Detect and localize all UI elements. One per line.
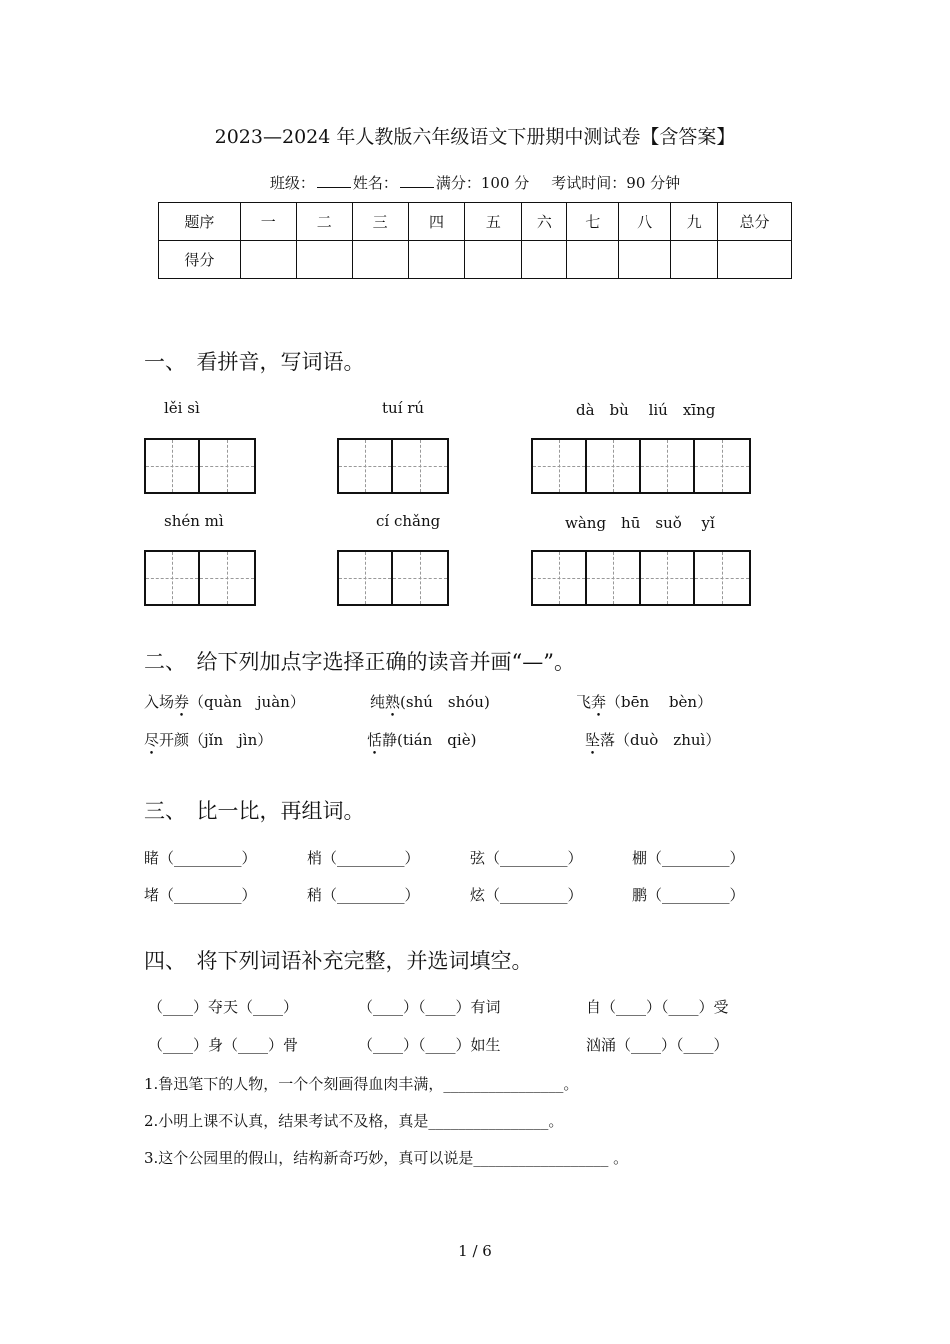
reading-item: 尽开颜（jǐn jìn） <box>144 731 273 749</box>
reading-item: 飞奔（bēn bèn） <box>576 693 713 711</box>
score-cell[interactable] <box>567 241 619 279</box>
fill-question-3: 3.这个公园里的假山，结构新奇巧妙，真可以说是__________________ 。 <box>144 1149 629 1167</box>
pinyin-label: wàng hū suǒ yǐ <box>565 514 715 532</box>
dotted-char: 恬 <box>367 731 383 749</box>
compare-item: 睹（_________） <box>144 849 257 867</box>
table-header-cell: 三 <box>352 203 408 241</box>
table-header-cell: 总分 <box>718 203 792 241</box>
score-row-label: 得分 <box>159 241 241 279</box>
exam-time: 考试时间：90 分钟 <box>551 174 681 192</box>
fill-question-1: 1.鲁迅笔下的人物，一个个刻画得血肉丰满，________________。 <box>144 1075 579 1093</box>
dotted-char: 熟 <box>385 693 401 711</box>
tianzige-box[interactable] <box>144 438 256 494</box>
idiom-item: （____）身（____）骨 <box>148 1036 299 1054</box>
compare-item: 炫（_________） <box>470 886 583 904</box>
score-cell[interactable] <box>619 241 671 279</box>
name-label: 姓名： <box>352 174 398 192</box>
table-header-cell: 九 <box>671 203 718 241</box>
score-cell[interactable] <box>671 241 718 279</box>
table-header-cell: 七 <box>567 203 619 241</box>
table-header-cell: 一 <box>240 203 296 241</box>
reading-item: 入场券（quàn juàn） <box>144 693 305 711</box>
score-cell[interactable] <box>296 241 352 279</box>
name-blank[interactable] <box>400 173 434 188</box>
class-blank[interactable] <box>317 173 351 188</box>
score-table-score-row <box>159 241 792 279</box>
table-header-cell: 四 <box>408 203 465 241</box>
compare-item: 稍（_________） <box>307 886 420 904</box>
compare-item: 鹏（_________） <box>632 886 745 904</box>
table-header-cell: 八 <box>619 203 671 241</box>
tianzige-box[interactable] <box>531 550 751 606</box>
dotted-char: 坠 <box>585 731 601 749</box>
pinyin-label: dà bù liú xīng <box>576 401 716 419</box>
idiom-item: （____）（____）有词 <box>358 998 501 1016</box>
fill-question-2: 2.小明上课不认真，结果考试不及格，真是________________。 <box>144 1112 564 1130</box>
idiom-item: （____）（____）如生 <box>358 1036 501 1054</box>
section-3-heading: 三、 比一比，再组词。 <box>144 799 365 823</box>
tianzige-box[interactable] <box>144 550 256 606</box>
reading-item: 恬静(tián qiè) <box>367 731 477 749</box>
table-header-cell: 六 <box>522 203 567 241</box>
score-table-header-row <box>159 203 792 241</box>
dotted-char: 券 <box>174 693 190 711</box>
score-cell[interactable] <box>408 241 465 279</box>
table-header-cell: 五 <box>465 203 522 241</box>
score-cell[interactable] <box>240 241 296 279</box>
pinyin-label: lěi sì <box>164 399 200 417</box>
tianzige-box[interactable] <box>337 438 449 494</box>
score-table <box>158 202 792 279</box>
idiom-item: （____）夺天（____） <box>148 998 299 1016</box>
compare-item: 棚（_________） <box>632 849 745 867</box>
tianzige-box[interactable] <box>337 550 449 606</box>
dotted-char: 尽 <box>144 731 160 749</box>
section-2-heading: 二、 给下列加点字选择正确的读音并画“—”。 <box>144 650 575 674</box>
page-number: 1 / 6 <box>458 1242 492 1260</box>
full-score: 满分：100 分 <box>435 174 530 192</box>
document-title: 2023—2024 年人教版六年级语文下册期中测试卷【含答案】 <box>214 126 736 148</box>
compare-item: 弦（_________） <box>470 849 583 867</box>
pinyin-label: tuí rú <box>382 399 425 417</box>
pinyin-label: shén mì <box>164 512 224 530</box>
dotted-char: 奔 <box>591 693 607 711</box>
reading-item: 坠落（duò zhuì） <box>585 731 721 749</box>
reading-item: 纯熟(shú shóu) <box>370 693 490 711</box>
table-header-cell: 二 <box>296 203 352 241</box>
compare-item: 梢（_________） <box>307 849 420 867</box>
tianzige-box[interactable] <box>531 438 751 494</box>
section-4-heading: 四、 将下列词语补充完整，并选词填空。 <box>144 949 533 973</box>
compare-item: 堵（_________） <box>144 886 257 904</box>
pinyin-label: cí chǎng <box>376 512 441 530</box>
idiom-item: 自（____）（____）受 <box>586 998 729 1016</box>
idiom-item: 汹涌（____）（____） <box>586 1036 729 1054</box>
score-cell[interactable] <box>465 241 522 279</box>
section-1-heading: 一、 看拼音，写词语。 <box>144 350 365 374</box>
score-cell[interactable] <box>522 241 567 279</box>
class-label: 班级： <box>269 174 315 192</box>
table-header-cell: 题序 <box>159 203 241 241</box>
score-cell[interactable] <box>718 241 792 279</box>
score-cell[interactable] <box>352 241 408 279</box>
student-info-line <box>0 172 950 193</box>
